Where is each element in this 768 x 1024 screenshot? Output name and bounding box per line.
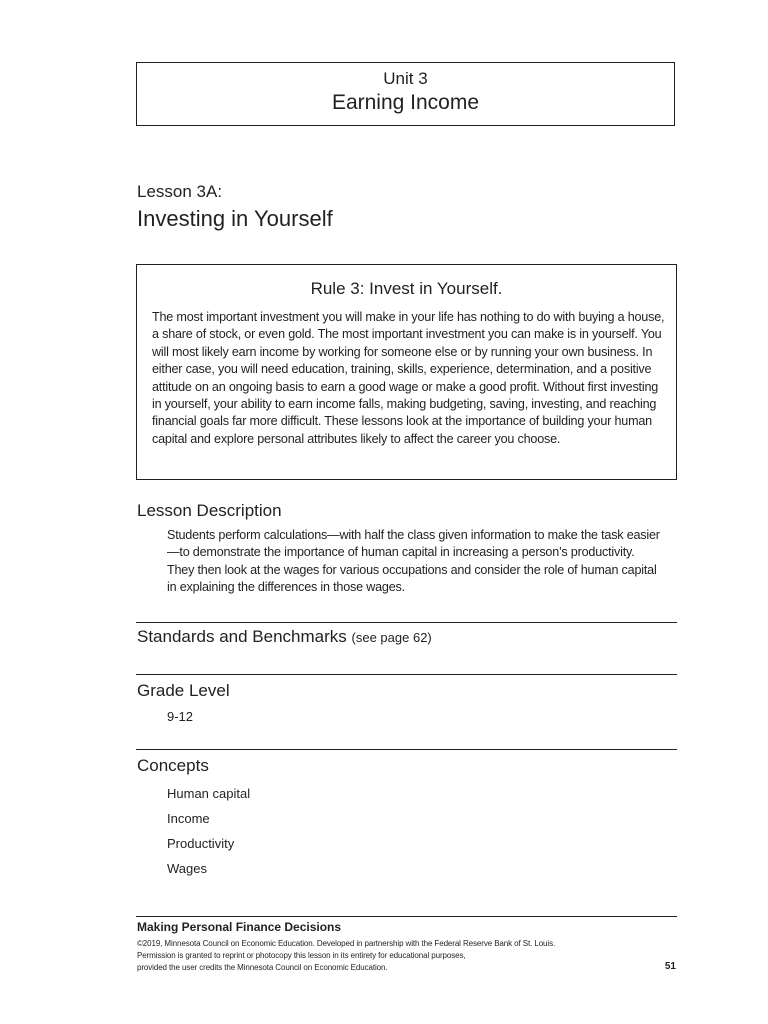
concept-item: Income (167, 811, 210, 826)
footer-credit: provided the user credits the Minnesota Council on Economic Education. (137, 963, 388, 972)
concept-item: Wages (167, 861, 207, 876)
rule-box (136, 264, 677, 480)
footer-permission: Permission is granted to reprint or photocopy this lesson in its entirety for educational purposes, (137, 951, 466, 960)
lesson-description-text: Students perform calculations—with half the class given information to make the task easier—to demonstrate the importance of human capital in increasing a person’s productivity. They then look at the wages for various occupations and consider the role of human capital in explaining the differences in those wages. (167, 528, 660, 595)
concepts-heading: Concepts (137, 756, 209, 775)
page-number: 51 (664, 961, 676, 972)
footer-title: Making Personal Finance Decisions (137, 920, 342, 934)
concept-item: Human capital (167, 786, 251, 801)
lesson-title: Investing in Yourself (137, 206, 333, 231)
footer-copyright: ©2019, Minnesota Council on Economic Education. Developed in partnership with the Federal Reserve Bank of St. Louis. (137, 939, 556, 948)
lesson-description-heading: Lesson Description (137, 501, 282, 520)
unit-label: Unit 3 (383, 69, 428, 88)
concept-item: Productivity (167, 836, 235, 851)
rule-title: Rule 3: Invest in Yourself. (310, 279, 503, 298)
divider (136, 674, 677, 675)
grade-level-value: 9-12 (167, 709, 194, 724)
divider (136, 622, 677, 623)
footer-divider (136, 916, 677, 917)
divider (136, 749, 677, 750)
unit-header-box (136, 62, 675, 126)
unit-title: Earning Income (331, 91, 480, 114)
standards-page-reference: (see page 62) (351, 630, 432, 645)
rule-text: The most important investment you will make in your life has nothing to do with buying a house, a share of stock, or even gold. The most important investment you can make is in yourself. You will most likely earn income by working for someone else or by running your own business. In either case, you will need education, training, skills, experience, determination, and a positive attitude on an ongoing basis to earn a good wage or make a good profit. Without first investing in yourself, your ability to earn income falls, making budgeting, saving, investing, and reaching financial goals far more difficult. These lessons look at the importance of building your human capital and explore personal attributes likely to affect the career you choose. (152, 310, 665, 446)
standards-heading-label: Standards and Benchmarks (137, 627, 347, 646)
lesson-label: Lesson 3A: (137, 182, 223, 201)
standards-heading (137, 627, 432, 647)
grade-level-heading: Grade Level (137, 681, 230, 700)
